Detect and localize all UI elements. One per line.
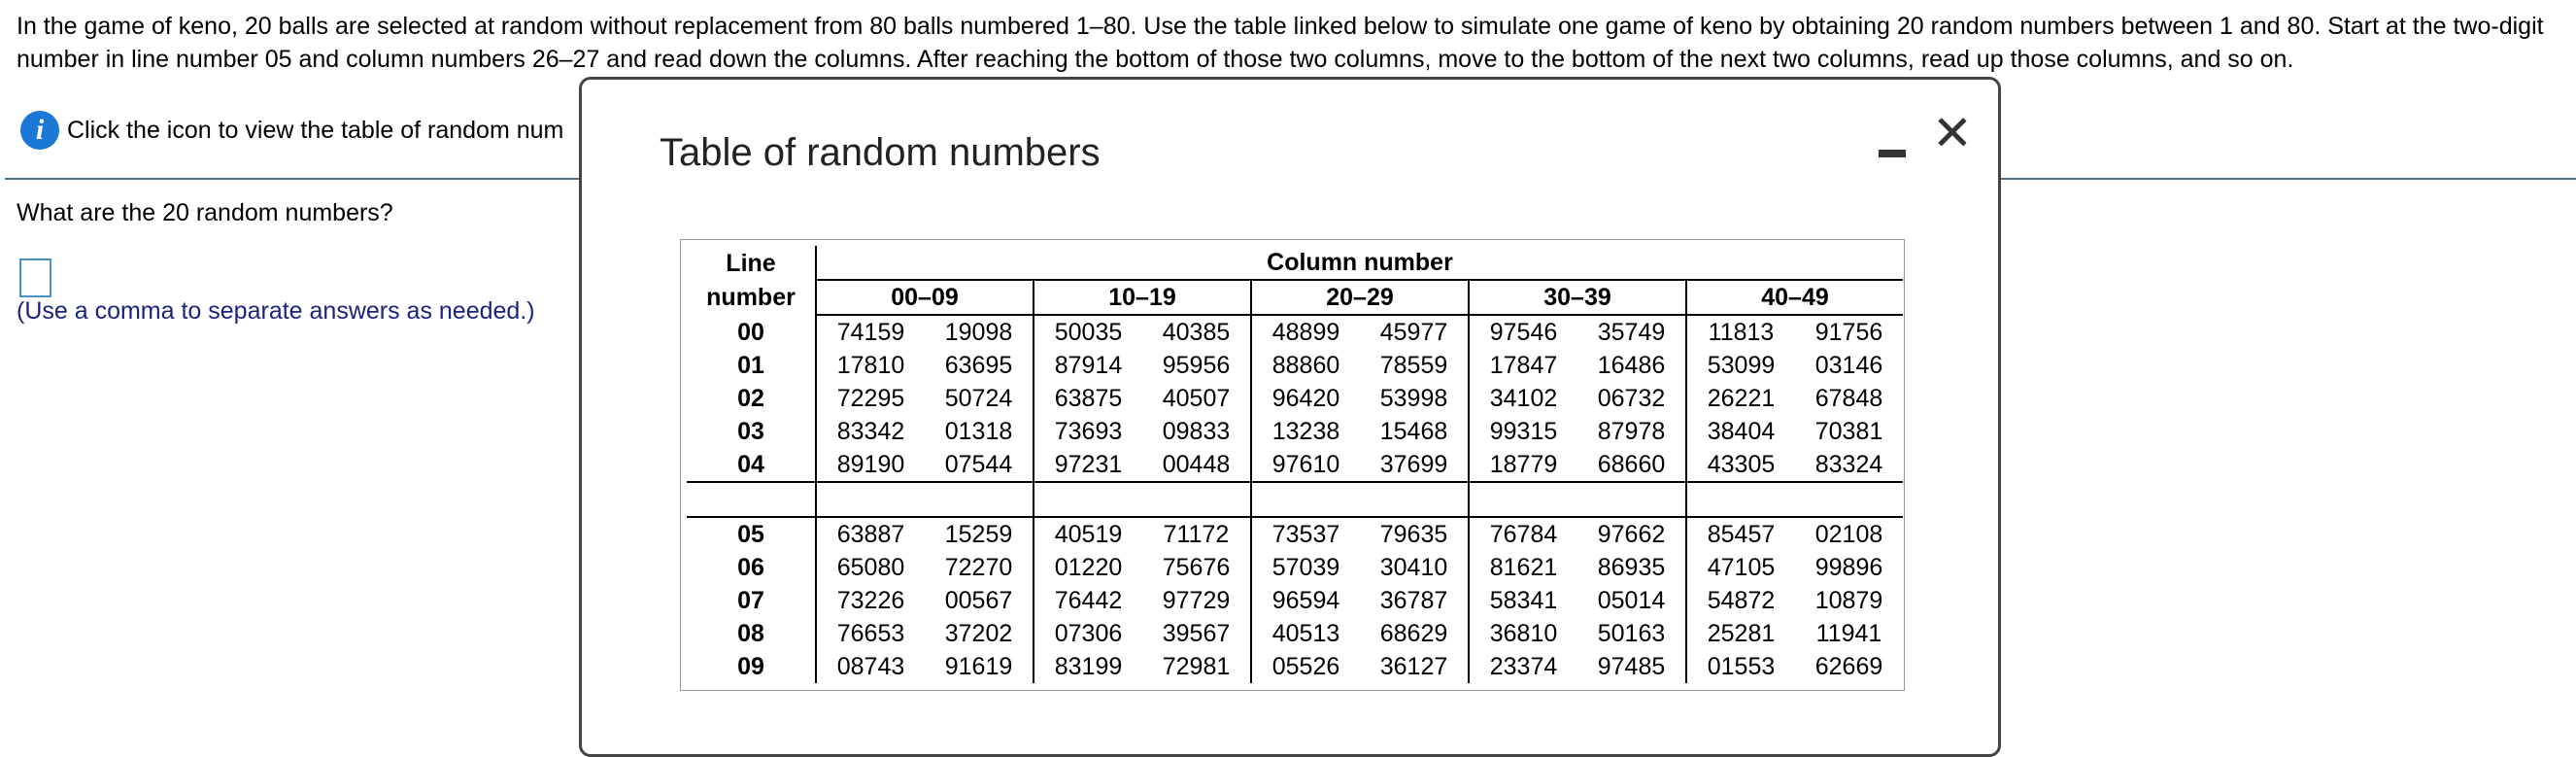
table-cell: 72981 <box>1142 650 1251 683</box>
table-cell: 37202 <box>925 617 1034 650</box>
info-icon[interactable]: i <box>20 111 59 150</box>
table-cell: 10879 <box>1814 587 1883 614</box>
table-cell: 75676 <box>1142 551 1251 584</box>
table-cell: 36127 <box>1360 650 1469 683</box>
table-cell: 54872 <box>1707 587 1776 614</box>
line-number: 03 <box>687 415 816 448</box>
table-cell: 76784 <box>1469 517 1577 551</box>
table-cell: 01318 <box>925 415 1034 448</box>
table-cell: 74159 <box>836 319 905 346</box>
table-cell: 37699 <box>1360 448 1469 482</box>
table-cell: 97231 <box>1034 448 1142 482</box>
table-cell: 96594 <box>1271 587 1340 614</box>
table-cell: 62669 <box>1814 653 1883 680</box>
question-text: What are the 20 random numbers? <box>17 199 393 226</box>
table-cell: 15468 <box>1360 415 1469 448</box>
table-row <box>687 349 1903 382</box>
table-cell: 17810 <box>836 352 905 379</box>
table-cell: 11813 <box>1708 319 1775 346</box>
line-number: 02 <box>687 382 816 415</box>
table-row <box>687 315 1903 349</box>
dialog-title: Table of random numbers <box>660 131 1101 174</box>
answer-hint: (Use a comma to separate answers as needed.) <box>17 297 535 325</box>
table-cell: 40513 <box>1271 620 1340 647</box>
line-number: 09 <box>687 650 816 683</box>
table-cell: 99315 <box>1489 418 1558 445</box>
table-cell: 63695 <box>925 349 1034 382</box>
table-cell: 07544 <box>925 448 1034 482</box>
table-cell: 72295 <box>836 385 905 412</box>
table-cell: 16486 <box>1577 349 1686 382</box>
table-row <box>687 448 1903 482</box>
table-cell: 73537 <box>1251 517 1360 551</box>
table-cell: 83342 <box>836 418 905 445</box>
table-cell: 47105 <box>1707 554 1776 581</box>
table-cell: 38404 <box>1707 418 1776 445</box>
line-number: 04 <box>687 448 816 482</box>
table-cell: 43305 <box>1686 448 1795 482</box>
table-cell: 81621 <box>1489 554 1558 581</box>
table-cell: 78559 <box>1360 349 1469 382</box>
table-cell: 53099 <box>1707 352 1776 379</box>
table-cell: 87914 <box>1054 352 1123 379</box>
table-cell: 76442 <box>1054 587 1123 614</box>
table-cell: 91756 <box>1814 319 1883 346</box>
table-cell: 07306 <box>1054 620 1123 647</box>
table-cell: 70381 <box>1814 418 1883 445</box>
answer-input[interactable] <box>19 258 51 297</box>
minimize-icon[interactable] <box>1879 128 1908 157</box>
table-cell: 35749 <box>1577 315 1686 349</box>
table-cell: 67848 <box>1814 385 1883 412</box>
table-cell: 97662 <box>1577 517 1686 551</box>
table-cell: 68660 <box>1577 448 1686 482</box>
table-cell: 73226 <box>836 587 905 614</box>
table-cell: 95956 <box>1142 349 1251 382</box>
line-header: number <box>687 280 816 315</box>
line-number: 05 <box>687 517 816 551</box>
table-cell: 99896 <box>1814 554 1883 581</box>
table-cell: 34102 <box>1489 385 1558 412</box>
table-cell: 02108 <box>1795 517 1903 551</box>
line-number: 01 <box>687 349 816 382</box>
random-numbers-table <box>687 246 1903 683</box>
table-row <box>687 617 1903 650</box>
line-number: 08 <box>687 617 816 650</box>
table-cell: 48899 <box>1271 319 1340 346</box>
table-cell: 18779 <box>1469 448 1577 482</box>
table-cell: 23374 <box>1489 653 1558 680</box>
table-cell: 79635 <box>1360 517 1469 551</box>
close-icon[interactable]: ✕ <box>1932 106 1973 160</box>
table-cell: 97546 <box>1489 319 1558 346</box>
table-row <box>687 584 1903 617</box>
table-cell: 05526 <box>1271 653 1340 680</box>
table-cell: 73693 <box>1054 418 1123 445</box>
column-group-header: 00–09 <box>816 280 1034 315</box>
table-cell: 72270 <box>925 551 1034 584</box>
table-row <box>687 382 1903 415</box>
table-cell: 45977 <box>1360 315 1469 349</box>
table-cell: 19098 <box>925 315 1034 349</box>
table-cell: 58341 <box>1489 587 1558 614</box>
table-cell: 87978 <box>1577 415 1686 448</box>
column-group-header: 40–49 <box>1686 280 1903 315</box>
table-cell: 97610 <box>1251 448 1360 482</box>
table-cell: 91619 <box>925 650 1034 683</box>
table-cell: 15259 <box>925 517 1034 551</box>
table-row <box>687 551 1903 584</box>
table-cell: 11941 <box>1815 620 1882 647</box>
table-cell: 50724 <box>925 382 1034 415</box>
table-cell: 08743 <box>836 653 905 680</box>
table-cell: 13238 <box>1271 418 1340 445</box>
table-gap-row <box>687 482 1903 517</box>
table-cell: 36810 <box>1489 620 1558 647</box>
info-row <box>20 110 563 151</box>
table-row <box>687 415 1903 448</box>
table-cell: 25281 <box>1707 620 1776 647</box>
table-cell: 40507 <box>1142 382 1251 415</box>
column-number-header: Column number <box>816 246 1903 280</box>
table-cell: 09833 <box>1142 415 1251 448</box>
table-cell: 36787 <box>1360 584 1469 617</box>
table-cell: 83199 <box>1054 653 1123 680</box>
table-cell: 76653 <box>836 620 905 647</box>
table-cell: 97485 <box>1577 650 1686 683</box>
info-label: Click the icon to view the table of random num <box>67 116 564 144</box>
table-cell: 71172 <box>1142 517 1251 551</box>
table-row <box>687 650 1903 683</box>
table-cell: 96420 <box>1271 385 1340 412</box>
table-cell: 40385 <box>1142 315 1251 349</box>
table-cell: 26221 <box>1707 385 1776 412</box>
table-cell: 50163 <box>1577 617 1686 650</box>
table-cell: 68629 <box>1360 617 1469 650</box>
table-cell: 83324 <box>1795 448 1903 482</box>
table-cell: 97729 <box>1142 584 1251 617</box>
table-cell: 63887 <box>816 517 925 551</box>
column-group-header: 30–39 <box>1469 280 1686 315</box>
line-number: 06 <box>687 551 816 584</box>
table-row <box>687 517 1903 551</box>
line-number: 00 <box>687 315 816 349</box>
table-cell: 86935 <box>1577 551 1686 584</box>
table-cell: 57039 <box>1271 554 1340 581</box>
table-cell: 63875 <box>1054 385 1123 412</box>
table-cell: 01553 <box>1707 653 1776 680</box>
table-cell: 00567 <box>925 584 1034 617</box>
table-cell: 50035 <box>1054 319 1123 346</box>
table-cell: 85457 <box>1686 517 1795 551</box>
table-cell: 06732 <box>1577 382 1686 415</box>
table-cell: 39567 <box>1142 617 1251 650</box>
line-number: 07 <box>687 584 816 617</box>
table-cell: 30410 <box>1360 551 1469 584</box>
random-table-dialog <box>579 77 2001 757</box>
table-cell: 01220 <box>1054 554 1123 581</box>
table-cell: 03146 <box>1814 352 1883 379</box>
table-cell: 89190 <box>816 448 925 482</box>
table-cell: 17847 <box>1489 352 1558 379</box>
table-cell: 53998 <box>1360 382 1469 415</box>
table-cell: 05014 <box>1577 584 1686 617</box>
column-group-header: 20–29 <box>1251 280 1469 315</box>
table-cell: 40519 <box>1034 517 1142 551</box>
table-cell: 00448 <box>1142 448 1251 482</box>
table-cell: 65080 <box>836 554 905 581</box>
problem-statement: In the game of keno, 20 balls are selected at random without replacement from 80 balls numbered 1–80. Use the table linked below to simulate one game of keno by obtaining 20 random numbers between 1 and 80. Start at the two-digit number in line number 05 and column numbers 26–27 and read down the columns. After reaching the bottom of those two columns, move to the bottom of the next two columns, read up those columns, and so on. <box>17 13 2544 73</box>
column-group-header: 10–19 <box>1034 280 1251 315</box>
table-cell: 88860 <box>1271 352 1340 379</box>
line-header: Line <box>687 246 816 280</box>
